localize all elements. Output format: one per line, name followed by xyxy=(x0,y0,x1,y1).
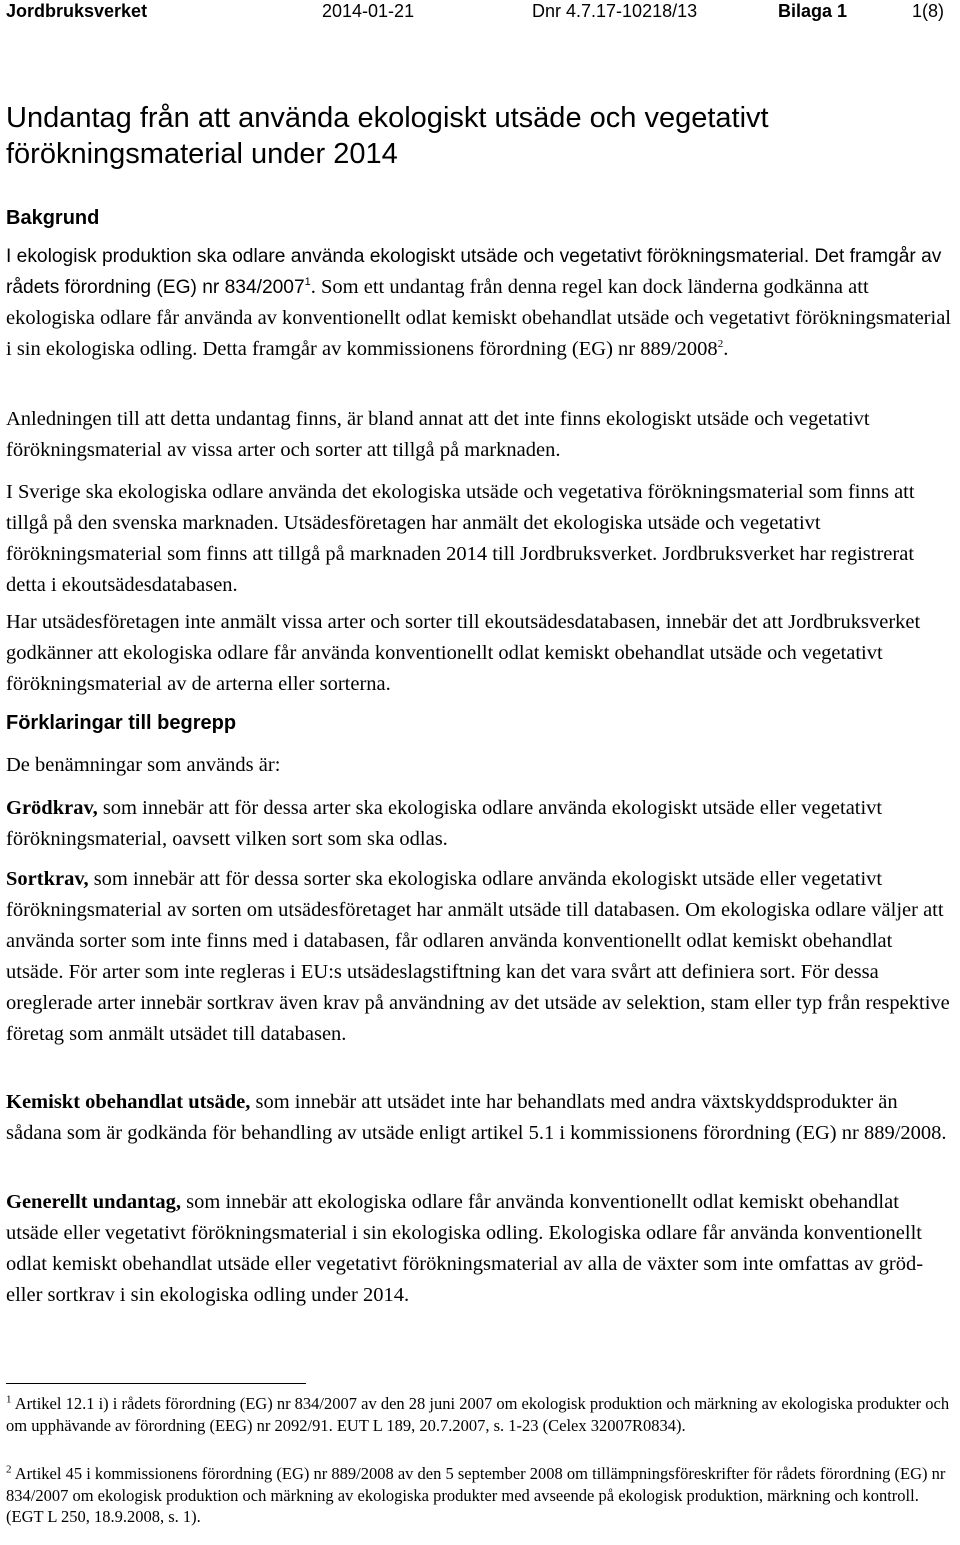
section-heading-forklaringar: Förklaringar till begrepp xyxy=(6,712,237,734)
footnote-text-2: Artikel 45 i kommissionens förordning (EG) nr 889/2008 av den 5 september 2008 om tillämpningsföreskrifter för rådets förordning (EG) nr 834/2007 om ekologisk produktion och märkning av ekologiska produkter med avseende på ekologisk produktion, märkning och kontroll. (EGT L 250, 18.9.2008, s. 1). xyxy=(6,1464,946,1526)
header-dnr: Dnr 4.7.17-10218/13 xyxy=(532,1,698,21)
header-org: Jordbruksverket xyxy=(6,1,148,21)
footnote-number-1: 1 xyxy=(6,1393,12,1406)
page-header xyxy=(0,0,960,26)
header-bilaga: Bilaga 1 xyxy=(778,1,848,21)
footnote-text-1: Artikel 12.1 i) i rådets förordning (EG) nr 834/2007 av den 28 juni 2007 om ekologisk produktion och märkning av ekologiska produkter och om upphävande av förordning (EEG) nr 2092/91. EUT L 189, 20.7.2007, s. 1-23 (Celex 32007R0834). xyxy=(6,1394,950,1435)
paragraph-bakgrund-3: I Sverige ska ekologiska odlare använda det ekologiska utsäde och vegetativa förökningsmaterial som finns att tillgå på den svenska marknaden. Utsädesföretagen har anmält det ekologiska utsäde och vegetativt förökningsmaterial som finns att tillgå på marknaden 2014 till Jordbruksverket. Jordbruksverket har registrerat detta i ekoutsädesdatabasen. xyxy=(6,481,915,596)
definition-text-sortkrav: som innebär att för dessa sorter ska ekologiska odlare använda ekologiskt utsäde eller vegetativt förökningsmaterial av sorten om utsädesföretaget har anmält utsäde till databasen. Om ekologiska odlare väljer att använda sorter som inte finns med i databasen, får odlaren använda konventionellt odlat kemiskt obehandlat utsäde. För arter som inte regleras i EU:s utsädeslagstiftning kan det vara svårt att definiera sort. För dessa oreglerade arter innebär sortkrav även krav på användning av det utsäde av selektion, stam eller typ från respektive företag som anmält utsädet till databasen. xyxy=(6,868,950,1045)
paragraph-bakgrund-4: Har utsädesföretagen inte anmält vissa arter och sorter till ekoutsädesdatabasen, innebär det att Jordbruksverket godkänner att ekologiska odlare får använda konventionellt odlat kemiskt obehandlat utsäde och vegetativt förökningsmaterial av de arterna eller sorterna. xyxy=(6,611,921,695)
footnote-ref-2[interactable]: 2 xyxy=(717,338,724,351)
definition-grodkrav xyxy=(6,793,952,855)
term-kemiskt-obehandlat: Kemiskt obehandlat utsäde, xyxy=(6,1091,251,1113)
paragraph-bakgrund-2: Anledningen till att detta undantag finns, är bland annat att det inte finns ekologiskt utsäde och vegetativt förökningsmaterial av vissa arter och sorter att tillgå på marknaden. xyxy=(6,408,870,461)
header-date: 2014-01-21 xyxy=(322,1,415,21)
footnote-separator xyxy=(6,1383,306,1384)
definition-sortkrav xyxy=(6,864,952,1050)
term-grodkrav: Grödkrav, xyxy=(6,797,98,819)
paragraph-bakgrund-1-part-b: . Som ett undantag från denna regel kan dock länderna godkänna att ekologiska odlare får använda av konventionellt odlat kemiskt obehandlat utsäde och vegetativt förökningsmaterial i sin ekologiska odling. Detta framgår av kommissionens förordning (EG) nr 889/2008 xyxy=(6,276,951,360)
definition-kemiskt-obehandlat xyxy=(6,1087,952,1149)
definition-text-kemiskt-obehandlat: som innebär att utsädet inte har behandlats med andra växtskyddsprodukter än sådana som är godkända för behandling av utsäde enligt artikel 5.1 i kommissionens förordning (EG) nr 889/2008. xyxy=(6,1091,947,1144)
footnote-1 xyxy=(6,1393,956,1436)
header-page: 1(8) xyxy=(912,1,945,21)
paragraph-forklaringar-intro: De benämningar som används är: xyxy=(6,754,281,776)
paragraph-bakgrund-1-part-c: . xyxy=(723,338,729,360)
footnote-2 xyxy=(6,1463,956,1528)
term-generellt-undantag: Generellt undantag, xyxy=(6,1191,182,1213)
section-heading-bakgrund: Bakgrund xyxy=(6,207,100,229)
footnote-ref-1[interactable]: 1 xyxy=(304,276,311,289)
paragraph-bakgrund-1-part-a: I ekologisk produktion ska odlare använda ekologiskt utsäde och vegetativt förökningsmaterial. Det framgår av rådets förordning (EG) nr 834/2007 xyxy=(6,246,942,298)
term-sortkrav: Sortkrav, xyxy=(6,868,89,890)
definition-text-grodkrav: som innebär att för dessa arter ska ekologiska odlare använda ekologiskt utsäde eller vegetativt förökningsmaterial, oavsett vilken sort som ska odlas. xyxy=(6,797,883,850)
paragraph-bakgrund-1 xyxy=(6,241,952,365)
document-title: Undantag från att använda ekologiskt utsäde och vegetativt förökningsmaterial under 2014 xyxy=(6,102,769,170)
footnote-number-2: 2 xyxy=(6,1463,12,1476)
definition-text-generellt-undantag: som innebär att ekologiska odlare får använda konventionellt odlat kemiskt obehandlat utsäde eller vegetativt förökningsmaterial i sin ekologiska odling. Ekologiska odlare får använda konventionellt odlat kemiskt obehandlat utsäde eller vegetativt förökningsmaterial av alla de växter som inte omfattas av gröd- eller sortkrav i sin ekologiska odling under 2014. xyxy=(6,1191,924,1306)
definition-generellt-undantag xyxy=(6,1187,952,1311)
